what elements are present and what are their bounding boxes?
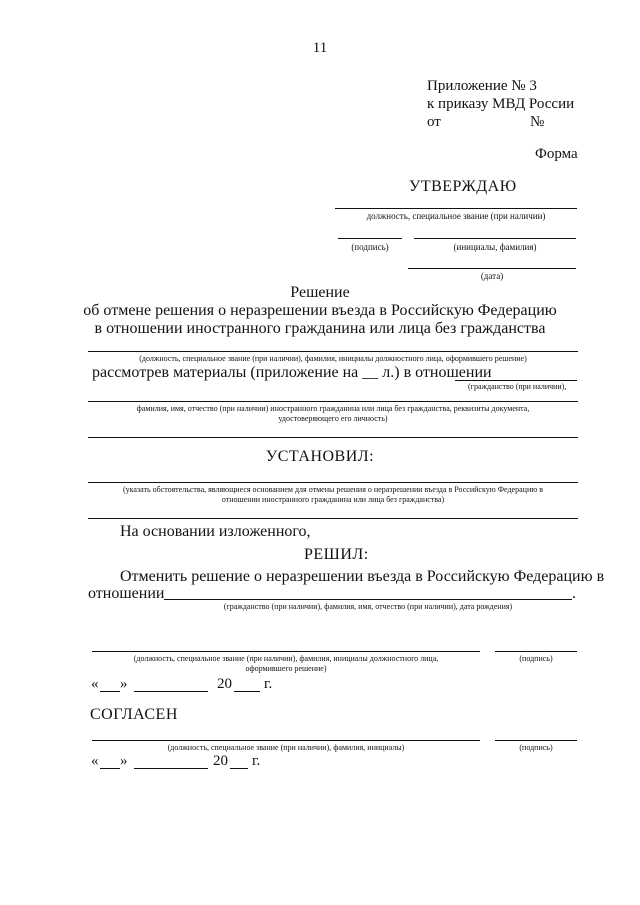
- date2-year-prefix: 20: [213, 753, 228, 769]
- form-label: Форма: [535, 146, 578, 162]
- agreed-caption: (должность, специальное звание (при наличии), фамилия, инициалы): [167, 743, 405, 752]
- officer-caption: (должность, специальное звание (при наличии), фамилия, инициалы должностного лица, оформившего решение): [139, 354, 527, 363]
- decided-title: РЕШИЛ:: [304, 546, 369, 563]
- approve-title: УТВЕРЖДАЮ: [409, 178, 517, 195]
- agreed-title: СОГЛАСЕН: [90, 706, 178, 723]
- decision-heading-3: в отношении иностранного гражданина или лица без гражданства: [94, 320, 546, 337]
- appendix-from-label: от: [427, 114, 441, 130]
- person-caption-1: фамилия, имя, отчество (при наличии) иностранного гражданина или лица без гражданства, реквизиты документа,: [136, 404, 530, 413]
- established-caption-1: (указать обстоятельства, являющиеся основанием для отмены решения о неразрешении въезда в Российскую Федерацию в: [123, 485, 543, 494]
- person-line-2: [88, 437, 578, 438]
- approve-signature-line: [338, 238, 402, 239]
- date1-day-line: [100, 691, 120, 692]
- established-caption-2: отношении иностранного гражданина или лица без гражданства): [221, 495, 445, 504]
- citizenship-caption: (гражданство (при наличии),: [468, 382, 567, 391]
- date2-year-line: [230, 768, 248, 769]
- approve-date-caption: (дата): [480, 271, 504, 281]
- sign1-signature-caption: (подпись): [519, 654, 553, 663]
- approve-position-caption: должность, специальное звание (при наличии): [366, 211, 546, 221]
- approve-initials-caption: (инициалы, фамилия): [453, 242, 537, 252]
- established-title: УСТАНОВИЛ:: [265, 448, 375, 465]
- approve-signature-caption: (подпись): [351, 242, 389, 252]
- established-line: [88, 482, 578, 483]
- approve-date-line: [408, 268, 576, 269]
- date1-close-quote: »: [120, 676, 128, 692]
- sign1-officer-line: [92, 651, 480, 652]
- approve-position-line: [335, 208, 577, 209]
- basis-text: На основании изложенного,: [120, 523, 311, 540]
- date1-year-suffix: г.: [264, 676, 273, 692]
- person-line: [88, 401, 578, 402]
- appendix-number-label: №: [530, 114, 545, 130]
- decided-caption: (гражданство (при наличии), фамилия, имя, отчество (при наличии), дата рождения): [223, 602, 513, 611]
- decided-line-2-prefix: отношении: [88, 585, 165, 602]
- agreed-signature-line: [495, 740, 577, 741]
- date1-month-line: [134, 691, 208, 692]
- page-number: 11: [312, 40, 328, 56]
- appendix-line-2: к приказу МВД России: [427, 96, 575, 112]
- agreed-signature-caption: (подпись): [519, 743, 553, 752]
- considered-text: рассмотрев материалы (приложение на __ л.) в отношении: [92, 364, 492, 381]
- date1-open-quote: «: [91, 676, 99, 692]
- date1-year-line: [234, 691, 260, 692]
- decision-heading-2: об отмене решения о неразрешении въезда в Российскую Федерацию: [83, 302, 557, 319]
- decision-heading-1: Решение: [290, 284, 350, 301]
- decided-line-1: Отменить решение о неразрешении въезда в Российскую Федерацию в: [120, 568, 605, 585]
- citizenship-line: [455, 380, 577, 381]
- person-caption-2: удостоверяющего его личность): [278, 414, 388, 423]
- agreed-line: [92, 740, 480, 741]
- approve-initials-line: [414, 238, 576, 239]
- date2-year-suffix: г.: [252, 753, 261, 769]
- date2-open-quote: «: [91, 753, 99, 769]
- date2-month-line: [134, 768, 208, 769]
- officer-line: [88, 351, 578, 352]
- sign1-caption-2: оформившего решение): [245, 664, 327, 673]
- appendix-line-1: Приложение № 3: [427, 78, 537, 94]
- date1-year-prefix: 20: [217, 676, 232, 692]
- decided-line-2-end: .: [572, 585, 576, 602]
- decided-person-line: [164, 599, 572, 600]
- established-line-2: [88, 518, 578, 519]
- date2-day-line: [100, 768, 120, 769]
- sign1-signature-line: [495, 651, 577, 652]
- date2-close-quote: »: [120, 753, 128, 769]
- sign1-caption-1: (должность, специальное звание (при наличии), фамилия, инициалы должностного лица,: [133, 654, 439, 663]
